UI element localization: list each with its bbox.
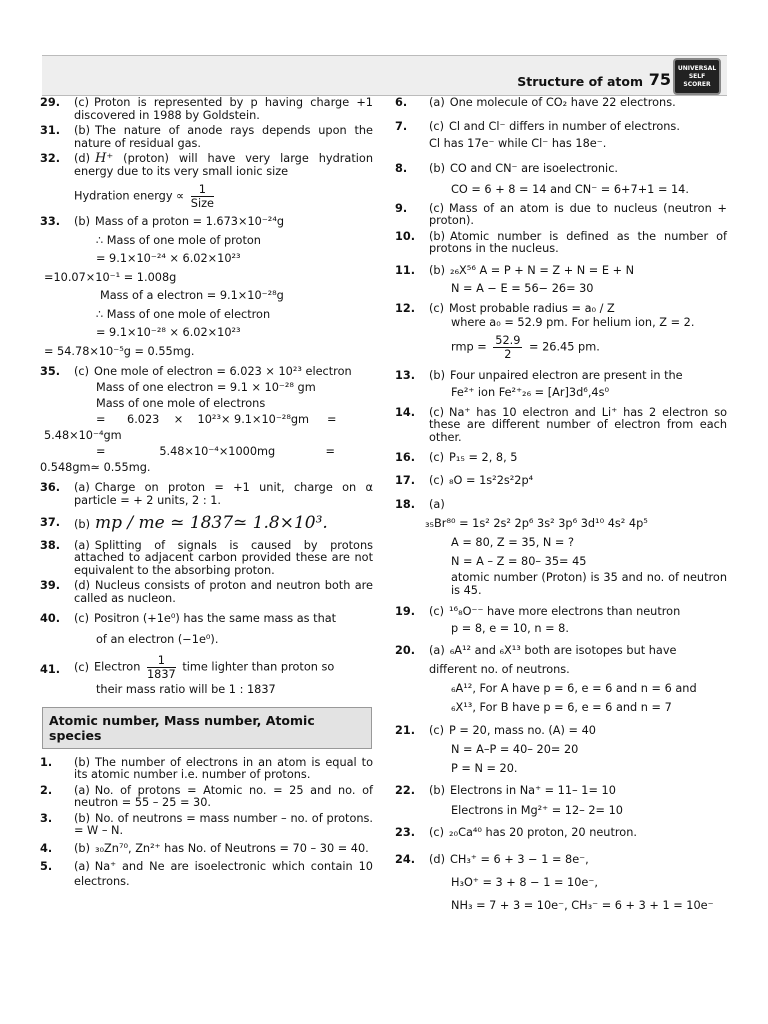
answer-35: 35. (c) One mole of electron = 6.023 × 10²³ electron Mass of one electron = 9.1 × 10⁻²⁸ gm Mass of one mole of electrons = 6.023 × 10²³× 9.1×10⁻²⁸gm = 5.48×10⁻⁴gm = 5.48×10⁻⁴×1000mg = 0.548gm≃ 0.55mg. bbox=[40, 365, 352, 474]
answer-13: 13. (b) Four unpaired electron are present in the Fe²⁺ ion Fe²⁺₂₆ = [Ar]3d⁶,4s⁰ bbox=[395, 368, 683, 399]
left-column bbox=[40, 97, 373, 892]
answer-29: 29. (c) Proton is represented by p having charge +1 discovered in 1988 by Goldstein. bbox=[40, 96, 373, 122]
answer-20: 20. (a) ₆A¹² and ₆X¹³ both are isotopes but have different no. of neutrons. ₆A¹², For A have p = 6, e = 6 and n = 6 and ₆X¹³, For B have p = 6, e = 6 and n = 7 bbox=[395, 644, 697, 714]
section-heading: Atomic number, Mass number, Atomic species bbox=[42, 707, 372, 749]
answer-33: 33. (b) Mass of a proton = 1.673×10⁻²⁴g ∴ Mass of one mole of proton = 9.1×10⁻²⁴ × 6.02×10²³ =10.07×10⁻¹ = 1.008g Mass of a electron = 9.1×10⁻²⁸g ∴ Mass of one mole of electron = 9.1×10⁻²⁸ × 6.02×10²³ = 54.78×10⁻⁵g = 0.55mg. bbox=[40, 215, 285, 358]
answer-39: 39. (d) Nucleus consists of proton and neutron both are called as nucleon. bbox=[40, 579, 373, 605]
answer-8: 8. (b) CO and CN⁻ are isoelectronic. CO = 6 + 8 = 14 and CN⁻ = 6+7+1 = 14. bbox=[395, 161, 689, 196]
answer-2: 2. (a) No. of protons = Atomic no. = 25 and no. of neutron = 55 – 25 = 30. bbox=[40, 783, 373, 809]
page-header bbox=[42, 55, 727, 96]
answer-9: 9. (c) Mass of an atom is due to nucleus (neutron + proton). bbox=[395, 201, 727, 227]
answer-11: 11. (b) ₂₆X⁵⁶ A = P + N = Z + N = E + N N = A − E = 56− 26= 30 bbox=[395, 263, 635, 295]
answer-17: 17. (c) ₈O = 1s²2s²2p⁴ bbox=[395, 473, 534, 487]
answer-19: 19. (c) ¹⁶₈O⁻⁻ have more electrons than neutron p = 8, e = 10, n = 8. bbox=[395, 605, 681, 635]
answer-18: 18. (a) ₃₅Br⁸⁰ = 1s² 2s² 2p⁶ 3s² 3p⁶ 3d¹⁰ 4s² 4p⁵ A = 80, Z = 35, N = ? N = A – Z = 80– 35= 45 atomic number (Proton) is 35 and no. of neutron is 45. bbox=[395, 498, 727, 597]
chapter-title: Structure of atom bbox=[517, 74, 643, 89]
answer-23: 23. (c) ₂₀Ca⁴⁰ has 20 proton, 20 neutron. bbox=[395, 826, 637, 839]
answer-41: 41. (c) Electron $\frac{1}{1837}$ time lighter than proton so their mass ratio will be 1 : 1837 bbox=[40, 654, 335, 696]
page-number: 75 bbox=[648, 70, 671, 89]
answer-38: 38. (a) Splitting of signals is caused by protons attached to adjacent carbon provided these are not equivalent to the absorbing proton. bbox=[40, 538, 373, 577]
answer-6: 6. (a) One molecule of CO₂ have 22 electrons. bbox=[395, 96, 676, 109]
answer-36: 36. (a) Charge on proton = +1 unit, charge on α particle = + 2 units, 2 : 1. bbox=[40, 481, 373, 507]
answer-7: 7. (c) Cl and Cl⁻ differs in number of electrons. Cl has 17e⁻ while Cl⁻ has 18e⁻. bbox=[395, 119, 680, 150]
right-column bbox=[395, 97, 727, 920]
answer-14: 14. (c) Na⁺ has 10 electron and Li⁺ has 2 electron so these are different number of electron from each other. bbox=[395, 405, 727, 444]
answer-32: 32. (d) H⁺ (proton) will have very large hydration energy due to its very small ionic size Hydration energy ∝ $\frac{1}{\text{Size}}$ bbox=[40, 151, 373, 210]
answer-1: 1. (b) The number of electrons in an atom is equal to its atomic number i.e. number of protons. bbox=[40, 755, 373, 781]
answer-22: 22. (b) Electrons in Na⁺ = 11– 1= 10 Electrons in Mg²⁺ = 12– 2= 10 bbox=[395, 784, 623, 817]
answer-12: 12. (c) Most probable radius = a₀ / Z where a₀ = 52.9 pm. For helium ion, Z = 2. rmp = $\frac{52.9}{2}$ = 26.45 pm. bbox=[395, 301, 695, 361]
answer-16: 16. (c) P₁₅ = 2, 8, 5 bbox=[395, 451, 518, 464]
answer-10: 10. (b) Atomic number is defined as the number of protons in the nucleus. bbox=[395, 229, 727, 255]
answer-24: 24. (d) CH₃⁺ = 6 + 3 − 1 = 8e⁻, H₃O⁺ = 3 + 8 − 1 = 10e⁻, NH₃ = 7 + 3 = 10e⁻, CH₃⁻ = 6 + 3 + 1 = 10e⁻ bbox=[395, 852, 714, 912]
answer-37: 37. (b) mp / me ≃ 1837≃ 1.8×10³. bbox=[40, 513, 328, 533]
answer-5: 5. (a) Na⁺ and Ne are isoelectronic which contain 10 electrons. bbox=[40, 859, 373, 888]
answer-3: 3. (b) No. of neutrons = mass number – no. of protons. = W – N. bbox=[40, 811, 373, 837]
answer-40: 40. (c) Positron (+1e⁰) has the same mass as that of an electron (−1e⁰). bbox=[40, 612, 337, 646]
answer-4: 4. (b) ₃₀Zn⁷⁰, Zn²⁺ has No. of Neutrons = 70 – 30 = 40. bbox=[40, 841, 369, 855]
universal-self-scorer-logo: UNIVERSAL SELF SCORER bbox=[673, 58, 721, 95]
answer-31: 31. (b) The nature of anode rays depends upon the nature of residual gas. bbox=[40, 124, 373, 150]
answer-21: 21. (c) P = 20, mass no. (A) = 40 N = A–P = 40– 20= 20 P = N = 20. bbox=[395, 724, 596, 775]
